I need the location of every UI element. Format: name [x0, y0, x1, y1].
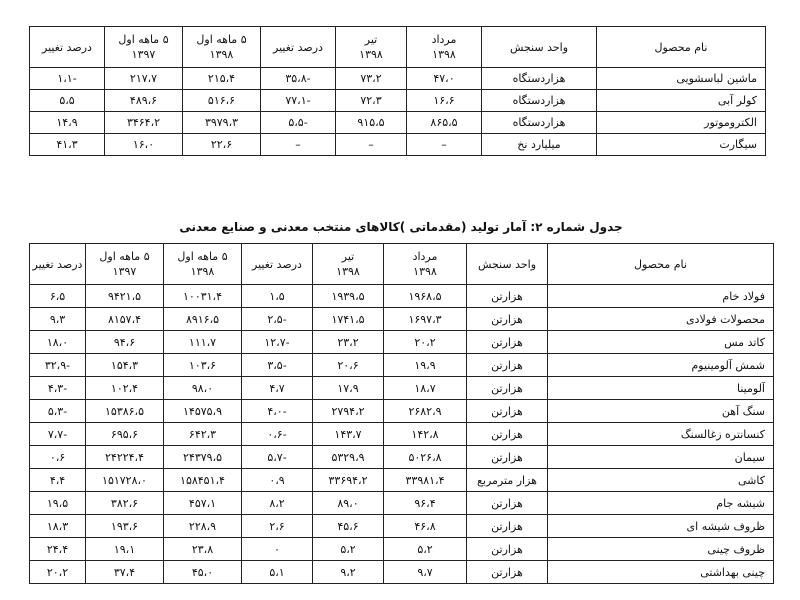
column-header-label: ۵ ماهه اول	[196, 33, 247, 46]
table-row	[30, 285, 774, 308]
product-name-cell: ماشین لباسشویی	[597, 68, 766, 90]
value-cell: ۱۴۵۷۵،۹	[164, 400, 242, 423]
value-cell: ۷۳،۲	[336, 68, 407, 90]
table-row	[30, 68, 766, 90]
column-header-year: ۱۳۹۸	[209, 48, 234, 61]
value-cell: -۳،۵	[242, 354, 313, 377]
column-header-year: ۱۳۹۷	[112, 265, 137, 278]
unit-cell: هزار مترمربع	[467, 469, 548, 492]
column-header-label: درصد تغییر	[273, 40, 323, 54]
value-cell: ۱۸،۷	[384, 377, 467, 400]
table-row	[30, 377, 774, 400]
value-cell: ۲۰،۶	[313, 354, 384, 377]
table-row	[30, 134, 766, 156]
value-cell: ۴۵،۶	[313, 515, 384, 538]
column-header-label: ۵ ماهه اول	[118, 33, 169, 46]
column-header	[384, 244, 467, 285]
value-cell: -۷۷،۱	[261, 90, 336, 112]
column-header-label: ۵ ماهه اول	[177, 250, 228, 263]
value-cell: ۶،۵	[30, 285, 86, 308]
table1-body	[30, 68, 766, 156]
column-header	[86, 244, 164, 285]
column-header-year: ۱۳۹۸	[336, 265, 360, 278]
unit-cell: هزارتن	[467, 285, 548, 308]
column-header-label: واحد سنجش	[509, 40, 569, 54]
value-cell: ۱۷۴۱،۵	[313, 308, 384, 331]
product-name-cell: سیمان	[548, 446, 774, 469]
unit-cell: هزاردستگاه	[482, 112, 597, 134]
product-name-cell: محصولات فولادی	[548, 308, 774, 331]
value-cell: ۱۵۱۷۲۸،۰	[86, 469, 164, 492]
column-header	[597, 27, 766, 68]
value-cell: ۱۴،۹	[30, 112, 105, 134]
value-cell: ۲۴۳۷۹،۵	[164, 446, 242, 469]
table-row	[30, 492, 774, 515]
value-cell: ۵۱۶،۶	[183, 90, 261, 112]
value-cell: ۵،۱	[242, 561, 313, 584]
column-header	[548, 244, 774, 285]
column-header	[105, 27, 183, 68]
column-header-year: ۱۳۹۸	[413, 265, 437, 278]
value-cell: -۴،۰	[242, 400, 313, 423]
value-cell: ۵،۲	[384, 538, 467, 561]
value-cell: ۵۳۲۹،۹	[313, 446, 384, 469]
value-cell: –	[407, 134, 482, 156]
value-cell: -۵،۵	[261, 112, 336, 134]
value-cell: -۳۵،۸	[261, 68, 336, 90]
value-cell: ۸۶۵،۵	[407, 112, 482, 134]
value-cell: ۲۴،۴	[30, 538, 86, 561]
value-cell: -۲،۵	[242, 308, 313, 331]
column-header-label: درصد تغییر	[42, 40, 92, 54]
value-cell: ۱۹۳،۶	[86, 515, 164, 538]
column-header-label: نام محصول	[654, 40, 708, 54]
value-cell: ۹،۲	[313, 561, 384, 584]
column-header-label: تیر	[341, 250, 355, 263]
column-header-label: ۵ ماهه اول	[99, 250, 150, 263]
table-row	[30, 561, 774, 584]
product-name-cell: سنگ آهن	[548, 400, 774, 423]
table-row	[30, 538, 774, 561]
value-cell: ۱۶۹۷،۳	[384, 308, 467, 331]
product-name-cell: کاشی	[548, 469, 774, 492]
value-cell: ۱۷،۹	[313, 377, 384, 400]
value-cell: ۵،۵	[30, 90, 105, 112]
value-cell: ۲۰،۲	[384, 331, 467, 354]
product-name-cell: ظروف چینی	[548, 538, 774, 561]
value-cell: ۹۶،۴	[384, 492, 467, 515]
value-cell: -۳۲،۹	[30, 354, 86, 377]
unit-cell: هزارتن	[467, 377, 548, 400]
unit-cell: هزارتن	[467, 538, 548, 561]
value-cell: ۱۸،۳	[30, 515, 86, 538]
unit-cell: هزارتن	[467, 492, 548, 515]
value-cell: ۵،۲	[313, 538, 384, 561]
unit-cell: هزارتن	[467, 354, 548, 377]
unit-cell: هزاردستگاه	[482, 68, 597, 90]
value-cell: ۲۱۷،۷	[105, 68, 183, 90]
value-cell: ۹،۳	[30, 308, 86, 331]
value-cell: ۰،۹	[242, 469, 313, 492]
value-cell: ۴،۷	[242, 377, 313, 400]
value-cell: ۲۳،۸	[164, 538, 242, 561]
value-cell: ۳۳۹۸۱،۴	[384, 469, 467, 492]
table-row	[30, 308, 774, 331]
value-cell: ۱۵۴،۳	[86, 354, 164, 377]
value-cell: ۸،۲	[242, 492, 313, 515]
value-cell: ۱۹،۱	[86, 538, 164, 561]
value-cell: ۵۰۲۶،۸	[384, 446, 467, 469]
value-cell: ۹۱۵،۵	[336, 112, 407, 134]
table-row	[30, 331, 774, 354]
value-cell: ۰،۶	[30, 446, 86, 469]
table-row	[30, 354, 774, 377]
value-cell: ۸۹،۰	[313, 492, 384, 515]
product-name-cell: کولر آبی	[597, 90, 766, 112]
value-cell: ۹۴،۶	[86, 331, 164, 354]
product-name-cell: شمش آلومینیوم	[548, 354, 774, 377]
value-cell: ۲۱۵،۴	[183, 68, 261, 90]
value-cell: ۲۷۹۴،۲	[313, 400, 384, 423]
value-cell: -۵،۳	[30, 400, 86, 423]
column-header	[183, 27, 261, 68]
value-cell: ۱۵۸۴۵۱،۴	[164, 469, 242, 492]
column-header	[242, 244, 313, 285]
value-cell: ۴۱،۳	[30, 134, 105, 156]
value-cell: ۳۸۲،۶	[86, 492, 164, 515]
value-cell: ۱۹۶۸،۵	[384, 285, 467, 308]
value-cell: ۱۱۱،۷	[164, 331, 242, 354]
value-cell: ۱،۵	[242, 285, 313, 308]
value-cell: ۱۶،۶	[407, 90, 482, 112]
unit-cell: هزارتن	[467, 308, 548, 331]
value-cell: ۸۱۵۷،۴	[86, 308, 164, 331]
column-header-label: مرداد	[431, 33, 457, 46]
column-header	[261, 27, 336, 68]
value-cell: ۴۸۹،۶	[105, 90, 183, 112]
value-cell: ۲۲۸،۹	[164, 515, 242, 538]
column-header	[467, 244, 548, 285]
table2-title: جدول شماره ۲: آمار تولید (مقدماتی )کالاهای منتخب معدنی و صنایع معدنی	[179, 220, 623, 234]
value-cell: ۸۹۱۶،۵	[164, 308, 242, 331]
unit-cell: هزاردستگاه	[482, 90, 597, 112]
value-cell: –	[261, 134, 336, 156]
column-header-label: مرداد	[412, 250, 438, 263]
unit-cell: هزارتن	[467, 446, 548, 469]
table-row	[30, 446, 774, 469]
column-header-label: نام محصول	[634, 257, 687, 271]
value-cell: ۱۰۰۳۱،۴	[164, 285, 242, 308]
value-cell: -۱۲،۷	[242, 331, 313, 354]
value-cell: ۱۰۳،۶	[164, 354, 242, 377]
value-cell: -۴،۳	[30, 377, 86, 400]
value-cell: ۹۸،۰	[164, 377, 242, 400]
table-row	[30, 112, 766, 134]
product-name-cell: کنسانتره زغالسنگ	[548, 423, 774, 446]
value-cell: -۵،۷	[242, 446, 313, 469]
production-table-1	[29, 26, 766, 156]
unit-cell: هزارتن	[467, 331, 548, 354]
table2-header-row	[30, 244, 774, 285]
value-cell: ۶۴۲،۳	[164, 423, 242, 446]
value-cell: ۱۹،۹	[384, 354, 467, 377]
table-row	[30, 400, 774, 423]
value-cell: ۲۶۸۲،۹	[384, 400, 467, 423]
product-name-cell: ظروف شیشه ای	[548, 515, 774, 538]
table-row	[30, 469, 774, 492]
value-cell: ۲،۶	[242, 515, 313, 538]
unit-cell: هزارتن	[467, 423, 548, 446]
value-cell: ۴،۴	[30, 469, 86, 492]
value-cell: ۴۶،۸	[384, 515, 467, 538]
value-cell: ۲۴۲۲۴،۴	[86, 446, 164, 469]
column-header-label: درصد تغییر	[32, 257, 83, 271]
value-cell: -۱،۱	[30, 68, 105, 90]
value-cell: ۶۹۵،۶	[86, 423, 164, 446]
unit-cell: هزارتن	[467, 561, 548, 584]
table-row	[30, 515, 774, 538]
table1-header-row	[30, 27, 766, 68]
column-header	[164, 244, 242, 285]
unit-cell: میلیارد نخ	[482, 134, 597, 156]
value-cell: ۴۵،۰	[164, 561, 242, 584]
production-table-2	[29, 243, 774, 584]
table-row	[30, 423, 774, 446]
column-header	[336, 27, 407, 68]
column-header-label: درصد تغییر	[252, 257, 302, 271]
product-name-cell: شیشه جام	[548, 492, 774, 515]
value-cell: ۲۰،۲	[30, 561, 86, 584]
column-header-year: ۱۳۹۸	[432, 48, 456, 61]
unit-cell: هزارتن	[467, 400, 548, 423]
column-header	[30, 27, 105, 68]
value-cell: ۳۹۷۹،۳	[183, 112, 261, 134]
column-header-label: تیر	[364, 33, 378, 46]
value-cell: ۳۳۶۹۴،۲	[313, 469, 384, 492]
value-cell: ۱۴۳،۷	[313, 423, 384, 446]
value-cell: ۰	[242, 538, 313, 561]
product-name-cell: کاتد مس	[548, 331, 774, 354]
value-cell: ۴۷،۰	[407, 68, 482, 90]
unit-cell: هزارتن	[467, 515, 548, 538]
value-cell: ۱۸،۰	[30, 331, 86, 354]
value-cell: ۱۶،۰	[105, 134, 183, 156]
value-cell: ۹۴۲۱،۵	[86, 285, 164, 308]
product-name-cell: چینی بهداشتی	[548, 561, 774, 584]
product-name-cell: سیگارت	[597, 134, 766, 156]
product-name-cell: الکتروموتور	[597, 112, 766, 134]
column-header-year: ۱۳۹۸	[190, 265, 215, 278]
column-header	[30, 244, 86, 285]
value-cell: ۴۵۷،۱	[164, 492, 242, 515]
value-cell: -۰،۶	[242, 423, 313, 446]
value-cell: ۷۲،۳	[336, 90, 407, 112]
column-header	[313, 244, 384, 285]
column-header	[482, 27, 597, 68]
product-name-cell: فولاد خام	[548, 285, 774, 308]
value-cell: ۱۵۳۸۶،۵	[86, 400, 164, 423]
value-cell: –	[336, 134, 407, 156]
value-cell: ۱۹۳۹،۵	[313, 285, 384, 308]
table2-body	[30, 285, 774, 584]
value-cell: -۷،۷	[30, 423, 86, 446]
column-header-year: ۱۳۹۸	[359, 48, 383, 61]
value-cell: ۲۲،۶	[183, 134, 261, 156]
table-row	[30, 90, 766, 112]
column-header-label: واحد سنجش	[477, 257, 537, 271]
column-header-year: ۱۳۹۷	[131, 48, 156, 61]
product-name-cell: آلومینا	[548, 377, 774, 400]
value-cell: ۳۴۶۴،۲	[105, 112, 183, 134]
value-cell: ۱۹،۵	[30, 492, 86, 515]
column-header	[407, 27, 482, 68]
value-cell: ۱۰۲،۴	[86, 377, 164, 400]
value-cell: ۹،۷	[384, 561, 467, 584]
value-cell: ۲۳،۲	[313, 331, 384, 354]
value-cell: ۳۷،۴	[86, 561, 164, 584]
value-cell: ۱۴۲،۸	[384, 423, 467, 446]
